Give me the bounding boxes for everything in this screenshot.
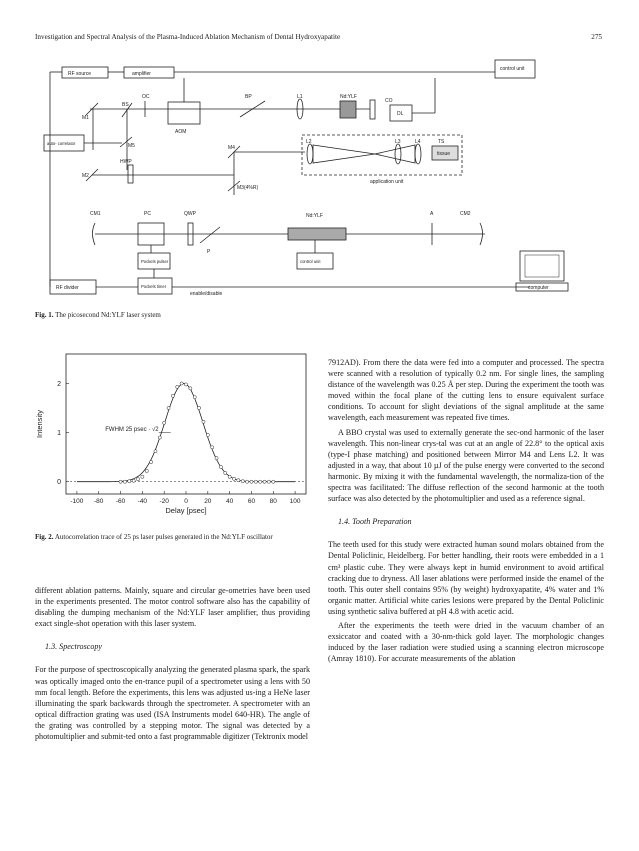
- label-tissue: tissue: [437, 151, 451, 157]
- figure-1-caption-label: Fig. 1.: [35, 311, 54, 319]
- label-p: P: [207, 249, 211, 255]
- data-point: [145, 469, 148, 472]
- data-point: [263, 480, 266, 483]
- data-point: [197, 406, 200, 409]
- data-point: [128, 480, 131, 483]
- page-number: 275: [591, 33, 602, 41]
- right-paragraph-1: 7912AD). From there the data were fed into a computer and processed. The spectra were scanned with a resolution of typically 0.2 nm. For single lines, the sampling distance of the wavelength was 0.25 Å per step. During the experiment the tooth was moved within the focal plane of the cutting lens to ensure equivalent surface conditions. To account for slight deviations of the signal amplitude at the same wavelength, each measurement was repeated five times.: [328, 358, 604, 423]
- data-point: [167, 406, 170, 409]
- data-point: [215, 457, 218, 460]
- control-unit-top-label: control unit: [500, 66, 525, 72]
- left-paragraph-2: For the purpose of spectroscopically analyzing the generated plasma spark, the spark was optically imaged onto the en-trance pupil of a spectrometer using a lens with 50 mm focal length. Before the experiments, this lens was adjusted us-ing a HeNe laser illuminating the spark backwards through the spectrometer. A spectrometer with an optical diffraction grating was used (ISA Instruments model 640-HR). The angle of the grating was controlled by a stepping motor. The signal was detected by a photomultiplier and submit-ted onto a fast programmable digitizer (Tektronix model: [35, 665, 310, 742]
- running-header: [35, 33, 602, 41]
- data-point: [267, 480, 270, 483]
- label-hwp: HWP: [120, 159, 132, 165]
- data-point: [245, 480, 248, 483]
- label-m2: M2: [82, 173, 89, 179]
- aom-box: [168, 102, 200, 124]
- computer-monitor: [520, 251, 564, 281]
- data-point: [136, 478, 139, 481]
- data-point: [232, 477, 235, 480]
- data-point: [189, 387, 192, 390]
- data-point: [211, 446, 214, 449]
- label-enable-disable: enable/disable: [190, 291, 223, 297]
- data-point: [171, 394, 174, 397]
- running-title: Investigation and Spectral Analysis of the Plasma-Induced Ablation Mechanism of Dental Hydroxyapatite: [35, 33, 341, 41]
- label-dl: DL: [397, 111, 404, 117]
- right-paragraph-4: After the experiments the teeth were dried in the vacuum chamber of an exsiccator and coated with a 30-nm-thick gold layer. The morphologic changes induced by the laser radiation were studied using a scanning electron microscope (Amray 1810). For accurate measurements of the ablation: [328, 620, 604, 664]
- label-m5: M5: [128, 143, 135, 149]
- x-tick-label: 40: [226, 498, 234, 505]
- label-m4: M4: [228, 145, 235, 151]
- section-heading-spectroscopy: 1.3. Spectroscopy: [45, 642, 103, 652]
- x-tick-label: -40: [137, 498, 148, 505]
- label-l2: L2: [306, 139, 312, 145]
- x-tick-label: -80: [94, 498, 104, 505]
- right-column: [328, 357, 604, 664]
- left-column: [35, 585, 310, 742]
- ndylf-rod-top: [340, 101, 356, 118]
- rf-source-label: RF source: [68, 71, 92, 77]
- label-l4: L4: [415, 139, 421, 145]
- label-oc: OC: [142, 94, 150, 100]
- data-point: [202, 420, 205, 423]
- data-point: [123, 480, 126, 483]
- y-axis-label: Intensity: [35, 410, 44, 438]
- data-point: [272, 480, 275, 483]
- x-tick-label: 0: [184, 498, 188, 505]
- label-bp: BP: [245, 94, 252, 100]
- data-point: [250, 480, 253, 483]
- x-tick-label: 20: [204, 498, 212, 505]
- figure-2-chart: [30, 348, 320, 530]
- label-m1: M1: [82, 115, 89, 121]
- x-tick-label: 100: [289, 498, 301, 505]
- data-point: [149, 460, 152, 463]
- label-control-unit-bottom: control unit: [300, 259, 321, 264]
- ndylf-rod-bottom: [288, 228, 346, 240]
- plot-frame: [66, 354, 306, 494]
- data-point: [228, 475, 231, 478]
- data-point: [184, 383, 187, 386]
- label-qwp: QWP: [184, 211, 196, 217]
- label-cm1: CM1: [90, 211, 101, 217]
- x-tick-label: -20: [159, 498, 169, 505]
- label-cm2: CM2: [460, 211, 471, 217]
- data-point: [259, 480, 262, 483]
- data-point: [224, 471, 227, 474]
- right-paragraph-2: A BBO crystal was used to externally generate the sec-ond harmonic of the laser wavelength. This non-linear crys-tal was cut at an angle of 22.8° to the optical axis (type-I phase matching) and positioned between Mirror M4 and Lens L2. It was adjusted in a way, that about 10 µJ of the pulse energy were converted to the second harmonic. By mixing it with the fundamental wavelength, the normaliza-tion of the spectra was facilitated: The diffuse reflection of the second harmonic at the tooth surface was also detected by the photomultiplier and used as a reference signal.: [328, 427, 604, 504]
- data-point: [158, 436, 161, 439]
- label-application-unit: application unit: [370, 179, 404, 185]
- figure-1-diagram: [40, 55, 600, 305]
- figure-2-caption-text: Autocorrelation trace of 25 ps laser pulses generated in the Nd:YLF oscillator: [54, 533, 273, 541]
- x-tick-label: -100: [70, 498, 84, 505]
- data-point: [132, 479, 135, 482]
- fwhm-annotation: FWHM 25 psec · √2: [105, 427, 159, 434]
- label-l3: L3: [395, 139, 401, 145]
- data-point: [154, 450, 157, 453]
- label-aom: AOM: [175, 129, 187, 135]
- label-autocorrelator: auto- correlator: [47, 141, 76, 146]
- label-computer: computer: [528, 285, 549, 291]
- data-point: [163, 421, 166, 424]
- left-paragraph-1: different ablation patterns. Mainly, square and circular ge-ometries have been used in the experiments presented. The motor control software also has the capability of disabling the dumping mechanism of the Nd:YLF laser amplifier, thus providing exact single-shot operation with this laser system.: [35, 586, 310, 629]
- figure-1-caption-text: The picosecond Nd:YLF laser system: [55, 311, 161, 319]
- data-point: [237, 479, 240, 482]
- x-axis-label: Delay [psec]: [165, 506, 207, 515]
- data-point: [176, 385, 179, 388]
- label-bs: BS: [122, 102, 129, 108]
- label-m3: M3(4%R): [237, 185, 259, 191]
- data-point: [219, 465, 222, 468]
- data-point: [119, 480, 122, 483]
- y-tick-label: 2: [57, 380, 61, 388]
- label-l1: L1: [297, 94, 303, 100]
- data-point: [193, 396, 196, 399]
- amplifier-label: amplifier: [132, 71, 151, 77]
- data-point: [206, 433, 209, 436]
- label-pockels-pulser: Pockels pulser: [141, 259, 169, 264]
- label-co: CO: [385, 98, 393, 104]
- x-tick-label: -60: [115, 498, 126, 505]
- label-pockels-timer: Pockels timer: [141, 284, 167, 289]
- data-point: [180, 382, 183, 385]
- x-tick-label: 60: [247, 498, 256, 505]
- label-ts: TS: [438, 139, 445, 145]
- figure-2-caption-label: Fig. 2.: [35, 533, 54, 541]
- data-point: [241, 480, 244, 483]
- label-ndylf-top: Nd:YLF: [340, 94, 357, 100]
- y-tick-label: 1: [57, 430, 61, 438]
- y-tick-label: 0: [57, 479, 61, 487]
- label-pc: PC: [144, 211, 151, 217]
- label-a: A: [430, 211, 434, 217]
- figure-2-caption: [35, 533, 310, 542]
- figure-1-caption: [35, 311, 595, 320]
- right-paragraph-3: The teeth used for this study were extracted human sound molars obtained from the Dental Policlinic, Heidelberg. For better handling, their roots were embedded in a 1 cm³ plastic cube. They were always kept in humid environment to avoid artifical cracking due to dryness. All laser ablations were performed inside the enamel of the tooth. This outer shell contains 95% (by weight) hydroxyapatite, 4% water and 1% organic matter. Artificial white caries lesions were prepared by the Dental Policlinic using synthetic saliva buffered at pH 4.8 with acetic acid.: [328, 540, 604, 616]
- data-point: [141, 475, 144, 478]
- section-heading-tooth-preparation: 1.4. Tooth Preparation: [338, 517, 412, 527]
- data-point: [254, 480, 257, 483]
- label-ndylf-bottom: Nd:YLF: [306, 213, 323, 219]
- label-rf-divider: RF divider: [56, 285, 79, 291]
- x-tick-label: 80: [269, 498, 277, 505]
